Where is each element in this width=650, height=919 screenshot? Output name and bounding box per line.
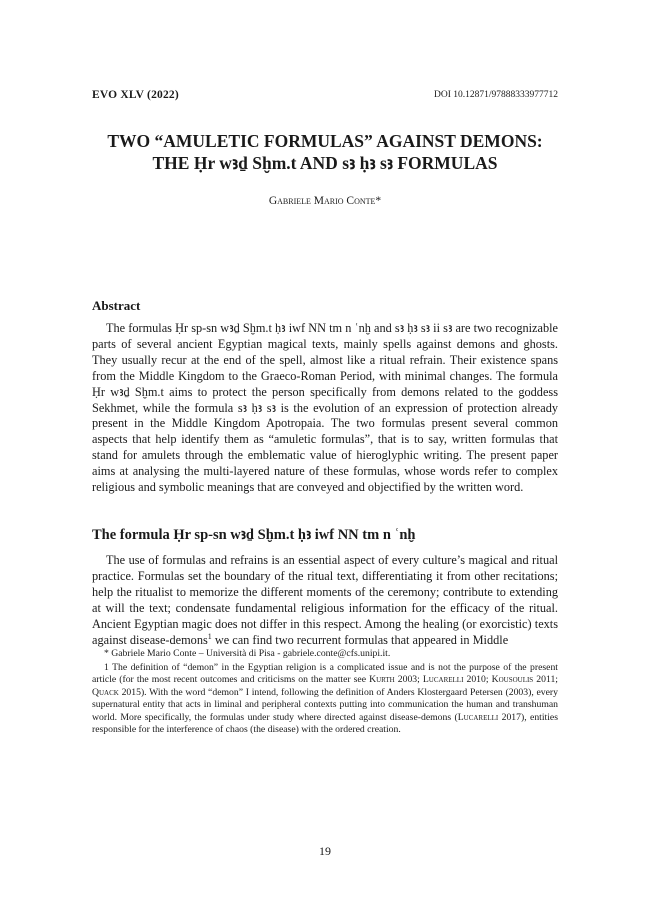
fn1-text-e: 2015). With the word “demon” I intend, following the definition of Anders Klostergaard Petersen (2003), every supernatural entity that acts in liminal and peripheral contexts putting into communication the human and transhuman world. More specifically, the formulas under study where directed against disease-demons ( bbox=[92, 686, 558, 723]
footnote-1 bbox=[92, 662, 558, 736]
abstract-text: The formulas Ḥr sp-sn wꜣḏ Sḫm.t ḥꜣ iwf NN tm n ʿnḫ and sꜣ ḥꜣ sꜣ ii sꜣ are two recognizable parts of several ancient Egyptian magical texts, mainly spells against demons and ghosts. They usually recur at the end of the spell, almost like a ritual refrain. Their existence spans from the Middle Kingdom to the Graeco-Roman Period, with minimal changes. The formula Ḥr wꜣḏ Sḫm.t aims to protect the person specifically from demons related to the goddess Sekhmet, while the formula sꜣ ḥꜣ sꜣ is the evolution of an expression of protection already present in the Middle Kingdom Apotropaia. The two formulas present several common aspects that help identify them as “amuletic formulas”, that is to say, written formulas that stand for amulets through the emblematic value of hieroglyphic writing. The present paper aims at analysing the multi-layered nature of these formulas, whose words refer to complex religious and symbolic meanings that are conveyed and objectified by the written word. bbox=[92, 321, 558, 495]
section-body bbox=[92, 553, 558, 648]
footnote-ref[interactable]: 1 bbox=[207, 631, 212, 641]
doi-header: DOI 10.12871/97888333977712 bbox=[433, 90, 558, 100]
title-line-1: TWO “AMULETIC FORMULAS” AGAINST DEMONS: bbox=[107, 131, 543, 151]
fn1-cite-quack: Quack bbox=[92, 686, 119, 698]
section-heading: The formula Ḥr sp-sn wꜣḏ Sḫm.t ḥꜣ iwf NN tm n ʿnḫ bbox=[92, 527, 416, 543]
journal-header: EVO XLV (2022) bbox=[92, 89, 179, 101]
page-number: 19 bbox=[319, 844, 331, 858]
fn1-text-d: 2011; bbox=[533, 674, 558, 686]
author-name: Gabriele Mario Conte* bbox=[268, 195, 382, 207]
fn1-cite-lucarelli-2: Lucarelli bbox=[457, 711, 499, 723]
fn1-cite-kousoulis: Kousoulis bbox=[491, 674, 534, 686]
fn1-cite-lucarelli: Lucarelli bbox=[422, 674, 464, 686]
title-line-2: THE Ḥr wꜣḏ Sḫm.t AND sꜣ ḥꜣ sꜣ FORMULAS bbox=[152, 153, 498, 173]
article-title bbox=[0, 130, 650, 174]
fn1-cite-kurth: Kurth bbox=[369, 674, 395, 686]
abstract-heading: Abstract bbox=[92, 298, 141, 313]
fn1-text-c: 2010; bbox=[463, 674, 492, 686]
body-text-part2: we can find two recurrent formulas that appeared in Middle bbox=[211, 632, 509, 647]
fn1-text-b: 2003; bbox=[394, 674, 423, 686]
fn1-text-a: 1 The definition of “demon” in the Egyptian religion is a complicated issue and is not the purpose of the present article (for the most recent outcomes and criticisms on the matter see bbox=[92, 662, 558, 686]
body-text-part1: The use of formulas and refrains is an essential aspect of every culture’s magical and ritual practice. Formulas set the boundary of the ritual text, differentiating it from other recitations; help the ritualist to memorize the different moments of the ceremony; contribute to extending at will the text; condensate fundamental religious information for the efficacy of the ritual. Ancient Egyptian magic does not differ in this respect. Among the healing (or exorcistic) texts against disease-demons bbox=[92, 553, 558, 647]
fn1-text-f: 2017), entities responsible for the interference of chaos (the disease) with the ordered creation. bbox=[92, 711, 558, 736]
author-footnote: * Gabriele Mario Conte – Università di Pisa - gabriele.conte@cfs.unipi.it. bbox=[104, 648, 391, 659]
